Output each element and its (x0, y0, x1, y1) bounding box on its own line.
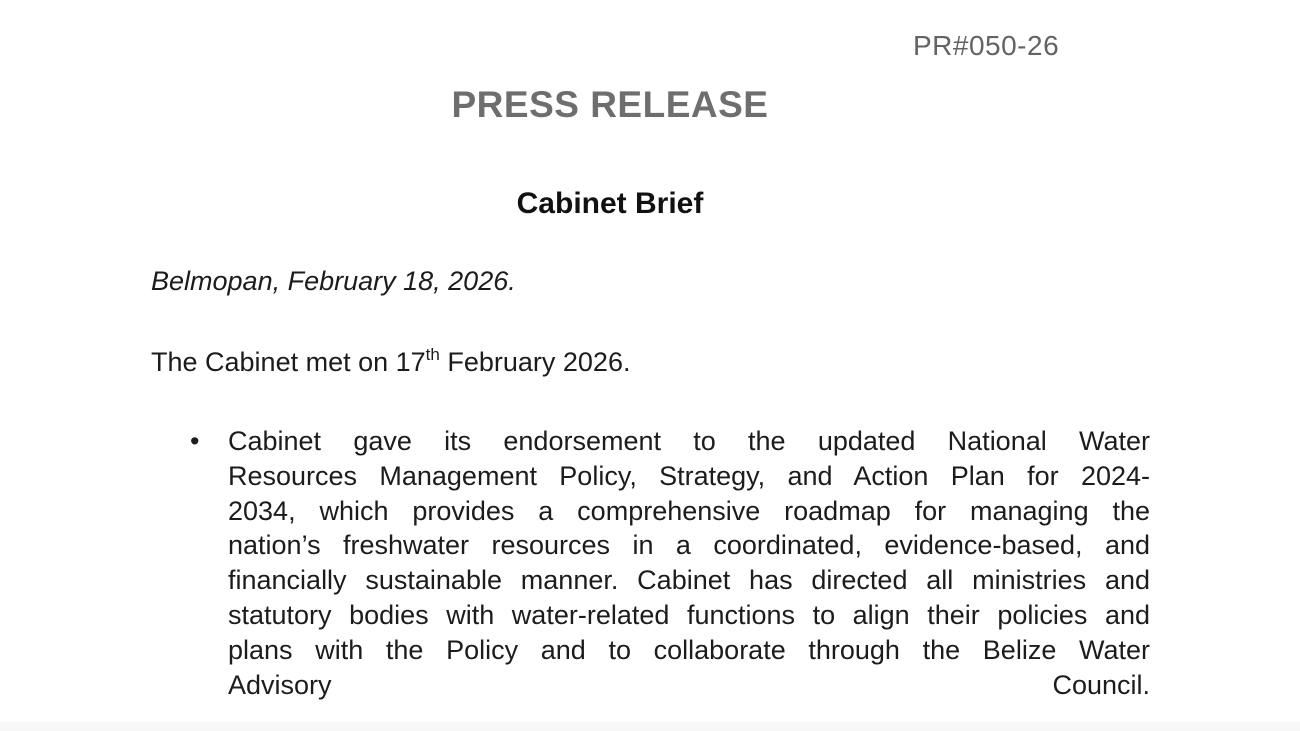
meeting-line-text: The Cabinet met on 17 (151, 347, 426, 377)
bullet-line: plans with the Policy and to collaborate through the Belize Water (228, 634, 1150, 665)
bullet-line: nation’s freshwater resources in a coordinated, evidence-based, and (228, 530, 1150, 561)
page-bottom-strip (0, 722, 1300, 731)
bullet-paragraph (228, 424, 1150, 702)
bullet-line: Resources Management Policy, Strategy, and Action Plan for 2024- (228, 460, 1150, 491)
dateline: Belmopan, February 18, 2026. (151, 266, 516, 296)
press-release-title: PRESS RELEASE (451, 84, 769, 125)
bullet-line: financially sustainable manner. Cabinet has directed all ministries and (228, 565, 1150, 596)
bullet-marker: • (190, 426, 200, 456)
meeting-line-text-end: February 2026. (439, 347, 631, 377)
bullet-item (150, 424, 1150, 702)
bullet-line: statutory bodies with water-related functions to align their policies and (228, 599, 1150, 630)
ordinal-superscript: th (425, 345, 440, 364)
cabinet-brief-title: Cabinet Brief (516, 187, 704, 220)
press-release-number: PR#050-26 (913, 30, 1060, 61)
meeting-line (151, 347, 630, 378)
bullet-line: 2034, which provides a comprehensive roadmap for managing the (228, 495, 1150, 526)
bullet-line: Cabinet gave its endorsement to the updated National Water (228, 426, 1150, 456)
bullet-line: Advisory Council. (228, 669, 1150, 700)
